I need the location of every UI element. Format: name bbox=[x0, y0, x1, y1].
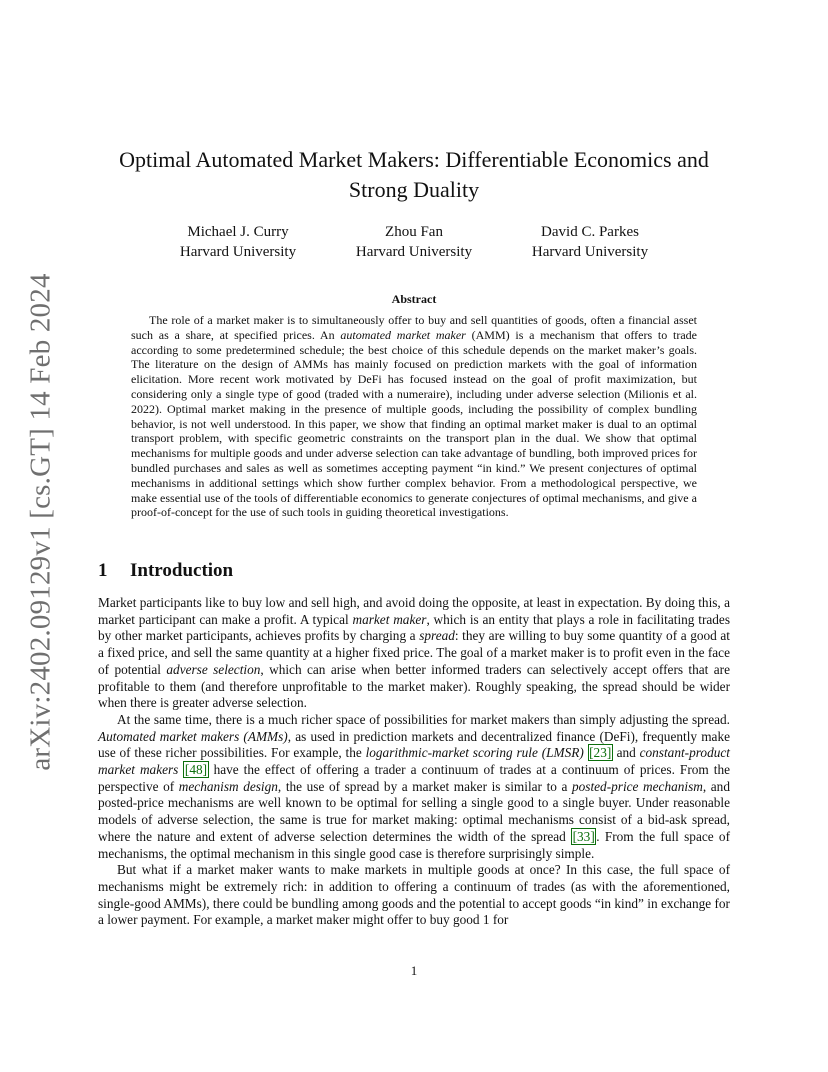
section-body bbox=[98, 595, 730, 929]
text-run: , as used in prediction markets and decentralized finance (DeFi), frequently make use of these richer possibilities. For example, the bbox=[98, 728, 731, 761]
text-run: have the effect of offering a trader a continuum of trades at a continuum of prices. From the perspective of bbox=[98, 762, 731, 794]
text-run: , which is an entity that plays a role in facilitating trades by other market participants, achieves profits by charging a bbox=[98, 611, 730, 644]
abstract-body bbox=[131, 313, 697, 520]
section-title: Introduction bbox=[130, 560, 234, 581]
paragraph-2 bbox=[98, 712, 730, 862]
author-2 bbox=[334, 222, 494, 262]
emphasis: constant-product market makers bbox=[98, 745, 730, 778]
text-run: and bbox=[612, 745, 640, 761]
author-affiliation: Harvard University bbox=[179, 244, 297, 260]
abstract-heading: Abstract bbox=[391, 292, 437, 306]
emphasis: posted-price mechanism bbox=[571, 778, 703, 794]
emphasis: automated market maker bbox=[340, 327, 466, 342]
emphasis: market maker bbox=[352, 611, 427, 627]
section-heading bbox=[98, 560, 730, 582]
author-name: David C. Parkes bbox=[541, 224, 639, 240]
abstract-paragraph bbox=[131, 313, 697, 520]
paper-title: Optimal Automated Market Makers: Differentiable Economics and Strong Duality bbox=[119, 147, 709, 202]
text-run: , which can arise when better informed traders can selectively accept offers that are profitable to them (and therefore unprofitable to the market maker). Roughly speaking, the spread should be wider when there is greater adverse selection. bbox=[98, 661, 730, 711]
paragraph-1 bbox=[98, 595, 730, 712]
text-run: At the same time, there is a much richer space of possibilities for market makers than simply adjusting the spread. bbox=[117, 711, 730, 727]
emphasis: mechanism design bbox=[178, 778, 278, 794]
author-3 bbox=[510, 222, 670, 262]
author-affiliation: Harvard University bbox=[531, 244, 649, 260]
text-run: The role of a market maker is to simultaneously offer to buy and sell quantities of goods, often a financial asset such as a share, at specified prices. An bbox=[131, 313, 697, 342]
citation-link[interactable]: [33] bbox=[572, 828, 595, 844]
text-run: But what if a market maker wants to make markets in multiple goods at once? In this case, the full space of mechanisms might be extremely rich: in addition to offering a continuum of trades (as with the aforementioned, single-good AMMs), there could be bundling among goods and the potential to accept goods “in kind” in exchange for a lower payment. For example, a market maker might offer to buy good 1 for bbox=[98, 862, 730, 928]
page-number: 1 bbox=[410, 963, 418, 978]
author-affiliation: Harvard University bbox=[355, 244, 473, 260]
text-run: , and posted-price mechanisms are well known to be optimal for selling a single good to a single buyer. Under reasonable models of adverse selection, the same is true for market making: optimal mechanisms consist of a bid-ask spread, where the nature and extent of adverse selection determines the width of the spread bbox=[98, 778, 730, 844]
emphasis: adverse selection bbox=[166, 661, 261, 677]
author-name: Zhou Fan bbox=[385, 224, 443, 240]
author-name: Michael J. Curry bbox=[187, 224, 289, 240]
text-run: . From the full space of mechanisms, the optimal mechanism in this single good case is therefore surprisingly simple. bbox=[98, 828, 730, 861]
emphasis: spread bbox=[419, 628, 455, 644]
paragraph-3 bbox=[98, 862, 730, 929]
text-run: : they are willing to buy some quantity of a good at a fixed price, and sell the same quantity at a higher fixed price. The goal of a market maker is to profit even in the face of potential bbox=[98, 628, 730, 677]
text-run: (AMM) is a mechanism that offers to trade according to some predetermined schedule; the best choice of this schedule depends on the market maker’s goals. The literature on the design of AMMs has mainly focused on prediction markets with the goal of information elicitation. More recent work motivated by DeFi has focused instead on the goal of profit maximization, but considering only a single type of good (traded with a numeraire), including under adverse selection (Milionis et al. 2022). Optimal market making in the presence of multiple goods, including the possibility of complex bundling behavior, is not well understood. In this paper, we show that finding an optimal market maker is dual to an optimal transport problem, with specific geometric constraints on the transport plan in the dual. We show that optimal mechanisms for multiple goods and under adverse selection can take advantage of bundling, both improved prices for bundled purchases and sales as well as sometimes accepting payment “in kind.” We present conjectures of optimal mechanisms in additional settings which show further complex behavior. From a methodological perspective, we make essential use of the tools of differentiable economics to generate conjectures of optimal mechanisms, and give a proof-of-concept for the use of such tools in guiding theoretical investigations. bbox=[131, 327, 697, 520]
section-number: 1 bbox=[98, 560, 108, 581]
citation-link[interactable]: [23] bbox=[589, 745, 612, 761]
emphasis: logarithmic-market scoring rule (LMSR) bbox=[365, 745, 584, 761]
emphasis: Automated market makers (AMMs) bbox=[98, 728, 288, 744]
citation-link[interactable]: [48] bbox=[184, 762, 208, 778]
arxiv-identifier: arXiv:2402.09129v1 [cs.GT] 14 Feb 2024 bbox=[24, 273, 57, 771]
text-run: Market participants like to buy low and sell high, and avoid doing the opposite, at least in expectation. By doing this, a market participant can make a profit. A typical bbox=[98, 595, 730, 627]
author-1 bbox=[158, 222, 318, 262]
text-run: , the use of spread by a market maker is similar to a bbox=[277, 778, 572, 794]
author-block bbox=[0, 222, 828, 266]
arxiv-sidebar-stamp bbox=[16, 262, 66, 782]
